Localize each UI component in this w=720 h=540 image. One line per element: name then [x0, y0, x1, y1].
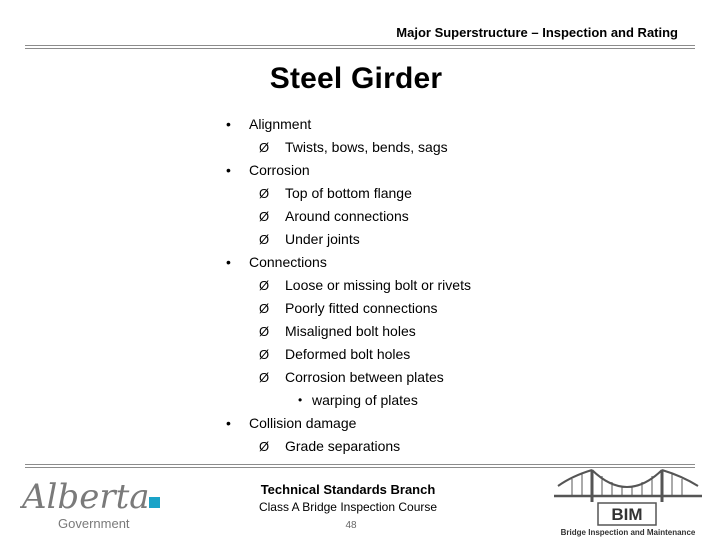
bullet-icon: • — [226, 116, 231, 132]
bridge-icon — [554, 470, 702, 502]
arrow-bullet-icon: Ø — [259, 439, 270, 454]
slide-title: Steel Girder — [269, 62, 443, 95]
list-item — [0, 389, 720, 412]
header-divider-inner — [25, 48, 695, 49]
list-item-text: Misaligned bolt holes — [285, 323, 416, 339]
arrow-bullet-icon: Ø — [259, 347, 270, 362]
bim-logo — [552, 466, 704, 538]
header-divider — [25, 45, 695, 46]
footer-course: Class A Bridge Inspection Course — [258, 500, 438, 514]
list-item — [0, 435, 720, 458]
list-item — [0, 274, 720, 297]
arrow-bullet-icon: Ø — [259, 301, 270, 316]
list-item — [0, 159, 720, 182]
list-item — [0, 320, 720, 343]
arrow-bullet-icon: Ø — [259, 140, 270, 155]
bullet-icon: • — [226, 162, 231, 178]
list-item-text: Poorly fitted connections — [285, 300, 438, 316]
alberta-wordmark: Alberta — [22, 477, 150, 517]
list-item-text: Around connections — [285, 208, 409, 224]
bullet-icon: • — [298, 393, 303, 407]
alberta-subtitle: Government — [58, 516, 130, 531]
list-item — [0, 182, 720, 205]
arrow-bullet-icon: Ø — [259, 209, 270, 224]
arrow-bullet-icon: Ø — [259, 370, 270, 385]
list-item — [0, 251, 720, 274]
list-item — [0, 228, 720, 251]
list-item-text: Top of bottom flange — [285, 185, 412, 201]
list-item — [0, 412, 720, 435]
arrow-bullet-icon: Ø — [259, 324, 270, 339]
list-item — [0, 297, 720, 320]
arrow-bullet-icon: Ø — [259, 278, 270, 293]
list-item — [0, 136, 720, 159]
header-course-section: Major Superstructure – Inspection and Rating — [396, 25, 678, 40]
arrow-bullet-icon: Ø — [259, 186, 270, 201]
list-item — [0, 205, 720, 228]
bullet-outline — [0, 113, 720, 458]
bim-label: BIM — [611, 505, 643, 524]
footer-branch: Technical Standards Branch — [260, 482, 436, 497]
arrow-bullet-icon: Ø — [259, 232, 270, 247]
list-item-text: Under joints — [285, 231, 360, 247]
list-item-text: Alignment — [249, 116, 312, 132]
list-item-text: Twists, bows, bends, sags — [285, 139, 448, 155]
bullet-icon: • — [226, 254, 231, 270]
list-item-text: Deformed bolt holes — [285, 346, 411, 362]
list-item-text: warping of plates — [312, 392, 418, 408]
bullet-icon: • — [226, 415, 231, 431]
bim-caption: Bridge Inspection and Maintenance — [560, 528, 696, 537]
list-item-text: Loose or missing bolt or rivets — [285, 277, 471, 293]
list-item — [0, 366, 720, 389]
list-item — [0, 113, 720, 136]
list-item-text: Collision damage — [249, 415, 357, 431]
list-item-text: Corrosion between plates — [285, 369, 444, 385]
page-number: 48 — [345, 520, 357, 531]
list-item — [0, 343, 720, 366]
list-item-text: Connections — [249, 254, 327, 270]
footer-divider — [25, 464, 695, 465]
list-item-text: Corrosion — [249, 162, 310, 178]
list-item-text: Grade separations — [285, 438, 401, 454]
